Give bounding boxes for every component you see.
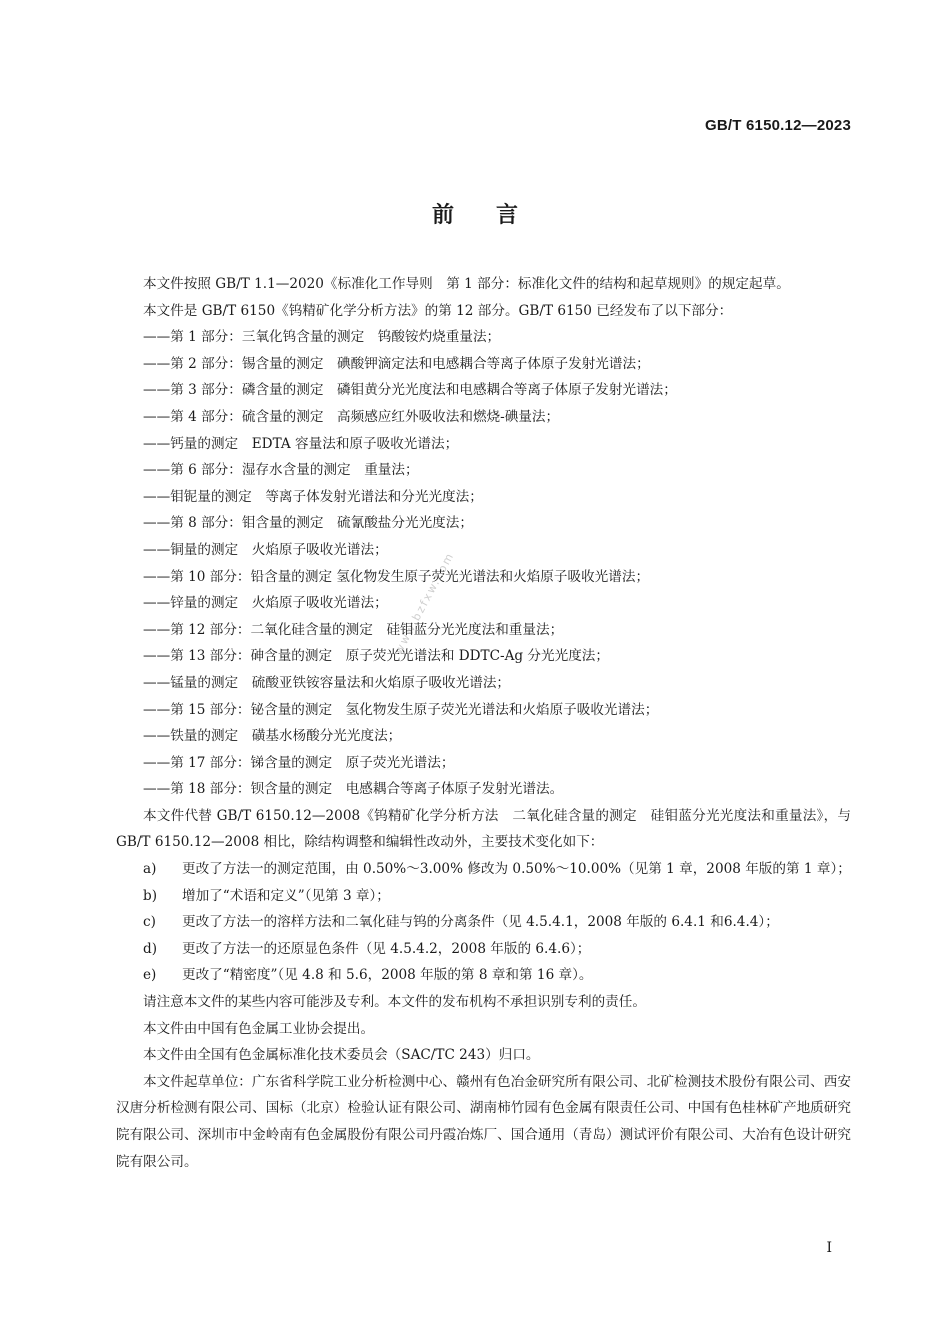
change-item xyxy=(116,909,851,936)
intro-paragraph: 本文件按照 GB/T 1.1—2020《标准化工作导则 第 1 部分：标准化文件的结构和起草规则》的规定起草。 xyxy=(143,276,790,292)
change-text: 增加了“术语和定义”（见第 3 章）； xyxy=(182,887,390,904)
part-list-item: ——第 12 部分：二氧化硅含量的测定 硅钼蓝分光光度法和重量法； xyxy=(143,621,564,638)
document-body xyxy=(116,271,851,1175)
change-label: d) xyxy=(143,940,158,957)
change-text: 更改了“精密度”（见 4.8 和 5.6，2008 年版的第 8 章和第 16 章）。 xyxy=(182,967,593,984)
standard-number: GB/T 6150.12—2023 xyxy=(705,117,851,134)
part-list-item: ——第 3 部分：磷含量的测定 磷钼黄分光光度法和电感耦合等离子体原子发射光谱法； xyxy=(143,382,677,399)
part-list-item: ——第 8 部分：钼含量的测定 硫氰酸盐分光光度法； xyxy=(143,515,473,532)
watermark: www.bzfxw.com xyxy=(392,549,457,657)
change-label: c) xyxy=(143,914,156,931)
part-list-item: ——第 15 部分：铋含量的测定 氢化物发生原子荧光光谱法和火焰原子吸收光谱法； xyxy=(143,701,659,718)
closing-paragraph: 本文件由全国有色金属标准化技术委员会（SAC/TC 243）归口。 xyxy=(143,1047,540,1064)
change-item xyxy=(116,962,851,989)
change-label: e) xyxy=(143,967,157,984)
intro-paragraph: 本文件是 GB/T 6150《钨精矿化学分析方法》的第 12 部分。GB/T 6150 已经发布了以下部分： xyxy=(143,302,733,319)
part-list-item: ——锌量的测定 火焰原子吸收光谱法； xyxy=(143,595,388,612)
change-text: 更改了方法一的溶样方法和二氧化硅与钨的分离条件（见 4.5.4.1，2008 年版的 6.4.1 和6.4.4）； xyxy=(182,914,779,931)
change-text: 更改了方法一的还原显色条件（见 4.5.4.2，2008 年版的 6.4.6）； xyxy=(182,940,591,957)
part-list-item: ——第 18 部分：钡含量的测定 电感耦合等离子体原子发射光谱法。 xyxy=(143,781,564,798)
part-list-item: ——第 10 部分：铅含量的测定 氢化物发生原子荧光光谱法和火焰原子吸收光谱法； xyxy=(143,568,650,585)
change-text: 更改了方法一的测定范围，由 0.50%～3.00% 修改为 0.50%～10.00%（见第 1 章，2008 年版的第 1 章）； xyxy=(182,861,851,878)
part-list-item: ——第 13 部分：砷含量的测定 原子荧光光谱法和 DDTC-Ag 分光光度法； xyxy=(143,648,609,665)
change-label: a) xyxy=(143,861,157,878)
part-list-item: ——第 2 部分：锡含量的测定 碘酸钾滴定法和电感耦合等离子体原子发射光谱法； xyxy=(143,355,650,372)
replace-paragraph: 本文件代替 GB/T 6150.12—2008《钨精矿化学分析方法 二氧化硅含量的测定 硅钼蓝分光光度法和重量法》，与 GB/T 6150.12—2008 相比，除结构调整和编辑性改动外，主要技术变化如下： xyxy=(116,807,851,851)
change-label: b) xyxy=(143,887,158,904)
drafting-units-paragraph: 本文件起草单位：广东省科学院工业分析检测中心、赣州有色冶金研究所有限公司、北矿检测技术股份有限公司、西安汉唐分析检测有限公司、国标（北京）检验认证有限公司、湖南柿竹园有色金属有限责任公司、中国有色桂林矿产地质研究院有限公司、深圳市中金岭南有色金属股份有限公司丹霞冶炼厂、国合通用（青岛）测试评价有限公司、大冶有色设计研究院有限公司。 xyxy=(116,1073,851,1170)
part-list-item: ——第 4 部分：硫含量的测定 高频感应红外吸收法和燃烧-碘量法； xyxy=(143,408,560,425)
closing-paragraph: 请注意本文件的某些内容可能涉及专利。本文件的发布机构不承担识别专利的责任。 xyxy=(143,994,646,1011)
part-list-item: ——第 17 部分：锑含量的测定 原子荧光光谱法； xyxy=(143,754,455,771)
page-number: I xyxy=(826,1240,832,1256)
part-list-item: ——钙量的测定 EDTA 容量法和原子吸收光谱法； xyxy=(143,435,459,452)
change-item xyxy=(116,856,851,883)
part-list-item: ——铜量的测定 火焰原子吸收光谱法； xyxy=(143,541,388,558)
closing-paragraph: 本文件由中国有色金属工业协会提出。 xyxy=(143,1020,375,1037)
part-list-item: ——铁量的测定 磺基水杨酸分光光度法； xyxy=(143,728,402,745)
change-item xyxy=(116,936,851,963)
part-list-item: ——第 1 部分：三氧化钨含量的测定 钨酸铵灼烧重量法； xyxy=(143,329,501,346)
change-item xyxy=(116,883,851,910)
part-list-item: ——钼铌量的测定 等离子体发射光谱法和分光光度法； xyxy=(143,488,483,505)
part-list-item: ——锰量的测定 硫酸亚铁铵容量法和火焰原子吸收光谱法； xyxy=(143,674,511,691)
part-list-item: ——第 6 部分：湿存水含量的测定 重量法； xyxy=(143,462,419,479)
page-title: 前言 xyxy=(431,203,560,228)
